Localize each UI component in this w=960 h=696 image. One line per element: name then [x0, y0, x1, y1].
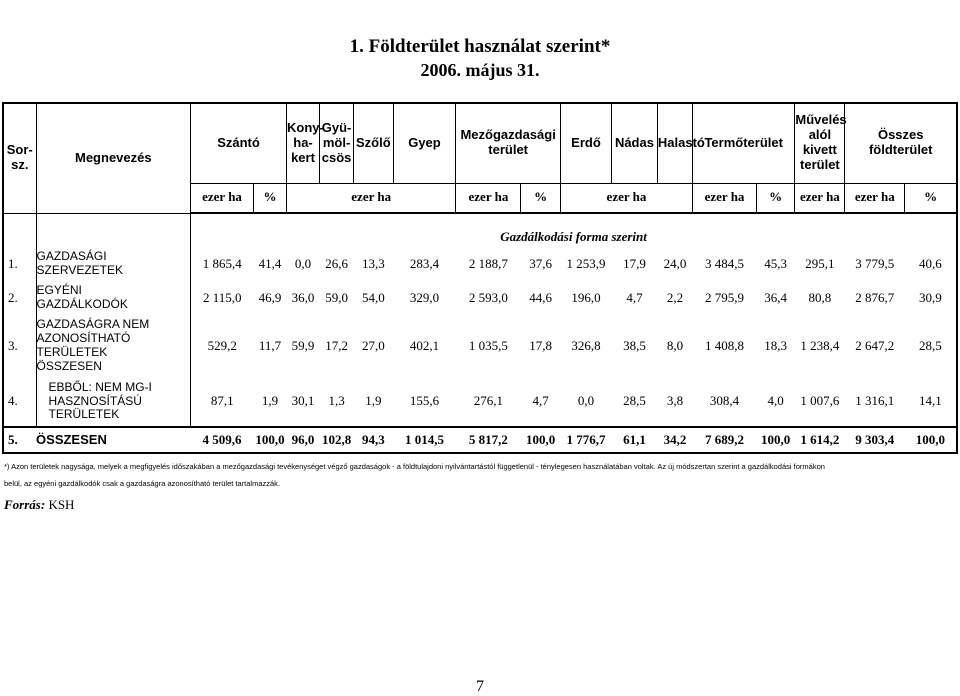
cell-value: 9 303,4 — [845, 427, 905, 453]
cell-value: 1 865,4 — [202, 255, 242, 271]
cell-value: 1,3 — [328, 393, 345, 409]
table-row — [3, 281, 957, 315]
cell-value: 38,5 — [623, 337, 646, 353]
header-szanto: Szántó — [191, 103, 287, 183]
cell-value: 3 779,5 — [855, 255, 895, 271]
header-szolo: Szőlő — [354, 103, 393, 183]
unit-cell: % — [905, 183, 957, 213]
unit-cell: ezer ha — [456, 183, 521, 213]
cell-value: 17,9 — [623, 255, 646, 271]
cell-value: 196,0 — [571, 289, 601, 305]
cell-value: 59,9 — [291, 337, 315, 353]
cell-value: 34,2 — [657, 427, 692, 453]
cell-value: 5 817,2 — [456, 427, 521, 453]
cell-value: 2 647,2 — [855, 337, 895, 353]
header-halasto: Halastó — [657, 103, 692, 183]
cell-value: 8,0 — [666, 337, 684, 353]
cell-value: 26,6 — [325, 255, 348, 271]
cell-value: 100,0 — [253, 427, 286, 453]
cell-value: 30,1 — [291, 393, 315, 409]
land-use-table — [2, 102, 958, 454]
cell-value: 1 253,9 — [566, 255, 606, 271]
cell-value: 17,2 — [325, 337, 348, 353]
row-index: 4. — [3, 377, 36, 427]
cell-value: 1 035,5 — [468, 337, 508, 353]
spacer-cell — [3, 213, 36, 247]
row-index: 3. — [3, 315, 36, 377]
row-name: EGYÉNI GAZDÁLKODÓK — [36, 281, 191, 315]
section-label: Gazdálkodási forma szerint — [191, 213, 957, 247]
cell-value: 100,0 — [521, 427, 560, 453]
cell-value: 308,4 — [709, 393, 740, 409]
cell-value: 283,4 — [409, 255, 440, 271]
header-gyep: Gyep — [393, 103, 456, 183]
page-number: 7 — [476, 678, 484, 695]
cell-value: 295,1 — [805, 255, 835, 271]
cell-value: 30,9 — [905, 281, 957, 315]
cell-value: 100,0 — [905, 427, 957, 453]
cell-value: 0,0 — [577, 393, 595, 409]
cell-value: 2 876,7 — [855, 289, 895, 305]
cell-value: 61,1 — [612, 427, 658, 453]
row-name: ÖSSZESEN — [36, 427, 191, 453]
row-name: EBBŐL: NEM MG-I HASZNOSÍTÁSÚ TERÜLETEK — [36, 377, 191, 427]
cell-value: 1,9 — [365, 393, 382, 409]
cell-value: 44,6 — [529, 289, 553, 305]
cell-value: 1 238,4 — [800, 337, 840, 353]
cell-value: 45,3 — [764, 255, 788, 271]
cell-value: 18,3 — [764, 337, 788, 353]
cell-value: 27,0 — [361, 337, 385, 353]
unit-cell: ezer ha — [693, 183, 757, 213]
unit-cell: ezer ha — [191, 183, 254, 213]
table-row-total — [3, 427, 957, 453]
unit-cell: ezer ha — [560, 183, 692, 213]
cell-value: 4,7 — [532, 393, 549, 409]
page-title: 1. Földterület használat szerint* — [349, 36, 611, 57]
cell-value: 1 776,7 — [560, 427, 611, 453]
row-index: 5. — [3, 427, 36, 453]
cell-value: 0,0 — [294, 255, 312, 271]
cell-value: 102,8 — [320, 427, 354, 453]
footnote: *) Azon területek nagysága, melyek a megfigyelés időszakában a mezőgazdasági tevékenységet végző gazdaságok - a földtulajdoni nyilvántartástól függetlenül - ténylegesen használatában voltak. Az új módszertan szerint a gazdálkodási formákon — [4, 462, 825, 471]
cell-value: 54,0 — [361, 289, 385, 305]
cell-value: 3 484,5 — [705, 255, 745, 271]
cell-value: 94,3 — [354, 427, 393, 453]
cell-value: 46,9 — [258, 289, 282, 305]
cell-value: 1 007,6 — [800, 393, 840, 409]
cell-value: 41,4 — [258, 255, 282, 271]
spacer-cell — [36, 213, 191, 247]
source-label: Forrás: — [4, 497, 46, 512]
cell-value: 3,8 — [666, 393, 684, 409]
cell-value: 529,2 — [207, 337, 237, 353]
cell-value: 4,0 — [767, 393, 784, 409]
unit-cell: ezer ha — [845, 183, 905, 213]
cell-value: 1 614,2 — [795, 427, 845, 453]
row-name: GAZDASÁGRA NEM AZONOSÍTHATÓ TERÜLETEK ÖSSZESEN — [36, 315, 191, 377]
cell-value: 1 014,5 — [393, 427, 456, 453]
cell-value: 2 593,0 — [468, 289, 508, 305]
table-row — [3, 247, 957, 281]
header-mezogazdasagi: Mezőgazdasági terület — [456, 103, 560, 183]
header-osszes-foldterulet: Összes földterület — [845, 103, 957, 183]
footnote-continued: belül, az egyéni gazdálkodók csak a gazdaságra azonosítható terület tartalmazzák. — [4, 479, 280, 488]
row-name: GAZDASÁGI SZERVEZETEK — [36, 247, 191, 281]
cell-value: 2 795,9 — [705, 289, 745, 305]
header-erdo: Erdő — [560, 103, 611, 183]
cell-value: 11,7 — [258, 337, 282, 353]
unit-cell: ezer ha — [286, 183, 455, 213]
table-row — [3, 377, 957, 427]
cell-value: 28,5 — [905, 315, 957, 377]
cell-value: 96,0 — [286, 427, 319, 453]
cell-value: 17,8 — [529, 337, 553, 353]
header-megnevezes: Megnevezés — [36, 103, 191, 213]
cell-value: 402,1 — [409, 337, 440, 353]
unit-cell: ezer ha — [795, 183, 845, 213]
cell-value: 1 408,8 — [705, 337, 745, 353]
cell-value: 326,8 — [571, 337, 601, 353]
header-termoterulet: Termőterület — [693, 103, 795, 183]
row-index: 1. — [3, 247, 36, 281]
cell-value: 2 115,0 — [203, 289, 242, 305]
cell-value: 2,2 — [666, 289, 684, 305]
header-gyumolcsos: Gyü- möl- csös — [320, 103, 354, 183]
cell-value: 155,6 — [409, 393, 440, 409]
cell-value: 100,0 — [757, 427, 795, 453]
header-muveles-alol-kivett: Művelés alól kivett terület — [795, 103, 845, 183]
table-row — [3, 315, 957, 377]
cell-value: 28,5 — [623, 393, 646, 409]
header-sorsz: Sor- sz. — [3, 103, 36, 213]
header-konyhakert: Kony- ha- kert — [286, 103, 319, 183]
cell-value: 7 689,2 — [693, 427, 757, 453]
cell-value: 37,6 — [529, 255, 553, 271]
cell-value: 14,1 — [905, 377, 957, 427]
page-subtitle: 2006. május 31. — [420, 60, 540, 80]
unit-cell: % — [521, 183, 560, 213]
cell-value: 24,0 — [663, 255, 687, 271]
cell-value: 36,4 — [764, 289, 788, 305]
cell-value: 40,6 — [905, 247, 957, 281]
cell-value: 2 188,7 — [468, 255, 508, 271]
cell-value: 4,7 — [626, 289, 643, 305]
source-line — [4, 497, 74, 513]
cell-value: 1 316,1 — [855, 393, 895, 409]
cell-value: 1,9 — [261, 393, 279, 409]
row-index: 2. — [3, 281, 36, 315]
unit-cell: % — [253, 183, 286, 213]
cell-value: 87,1 — [210, 393, 234, 409]
cell-value: 80,8 — [808, 289, 832, 305]
source-value: KSH — [45, 497, 75, 512]
cell-value: 13,3 — [361, 255, 385, 271]
cell-value: 4 509,6 — [191, 427, 254, 453]
cell-value: 329,0 — [409, 289, 440, 305]
cell-value: 59,0 — [325, 289, 348, 305]
cell-value: 276,1 — [473, 393, 504, 409]
header-nadas: Nádas — [612, 103, 658, 183]
unit-cell: % — [757, 183, 795, 213]
cell-value: 36,0 — [291, 289, 315, 305]
